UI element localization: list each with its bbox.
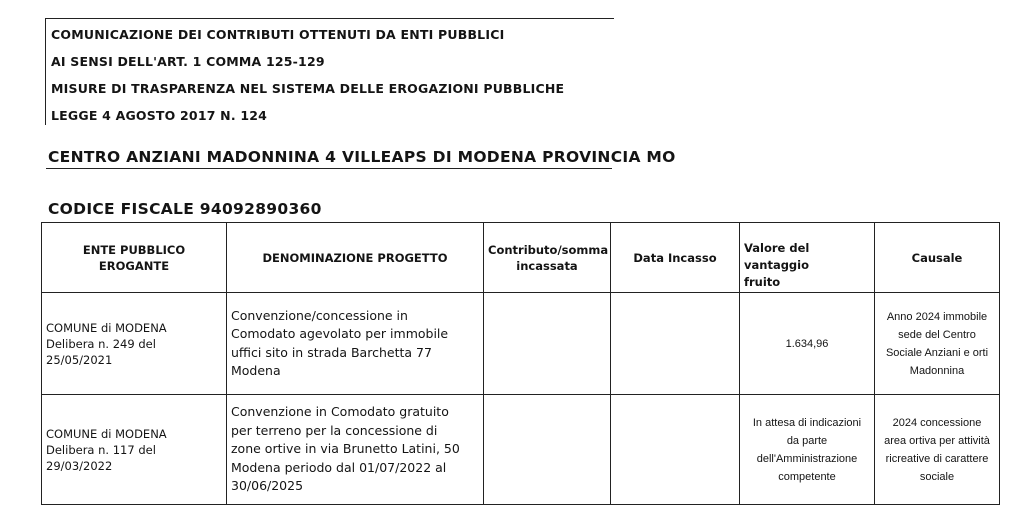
cell-valore: 1.634,96	[740, 293, 875, 395]
header-progetto: DENOMINAZIONE PROGETTO	[227, 223, 484, 293]
cell-data-incasso	[611, 395, 740, 505]
cell-contributo	[484, 395, 611, 505]
contributions-table	[41, 222, 1000, 505]
table-row	[42, 395, 1000, 505]
cell-causale: Anno 2024 immobile sede del Centro Sociale Anziani e orti Madonnina	[875, 293, 1000, 395]
header-title: COMUNICAZIONE DEI CONTRIBUTI OTTENUTI DA ENTI PUBBLICI	[51, 27, 505, 42]
codice-fiscale: CODICE FISCALE 94092890360	[48, 200, 322, 218]
table-row	[42, 293, 1000, 395]
cell-contributo	[484, 293, 611, 395]
header-law-date: LEGGE 4 AGOSTO 2017 N. 124	[51, 108, 268, 123]
cell-progetto: Convenzione in Comodato gratuito per terreno per la concessione di zone ortive in via Brunetto Latini, 50 Modena periodo dal 01/07/2022 al 30/06/2025	[227, 395, 484, 505]
cell-ente: COMUNE di MODENA Delibera n. 249 del 25/05/2021	[42, 293, 227, 395]
cell-data-incasso	[611, 293, 740, 395]
header-contributo: Contributo/somma incassata	[484, 223, 611, 293]
cell-ente: COMUNE di MODENA Delibera n. 117 del 29/03/2022	[42, 395, 227, 505]
document-header	[45, 18, 614, 125]
header-subtitle: MISURE DI TRASPARENZA NEL SISTEMA DELLE EROGAZIONI PUBBLICHE	[51, 81, 565, 96]
table-header-row	[42, 223, 1000, 293]
header-law-reference: AI SENSI DELL'ART. 1 COMMA 125-129	[51, 54, 325, 69]
header-data-incasso: Data Incasso	[611, 223, 740, 293]
header-ente: ENTE PUBBLICO EROGANTE	[42, 223, 227, 293]
cell-causale: 2024 concessione area ortiva per attività ricreative di carattere sociale	[875, 395, 1000, 505]
header-causale: Causale	[875, 223, 1000, 293]
cell-progetto: Convenzione/concessione in Comodato agevolato per immobile uffici sito in strada Barchetta 77 Modena	[227, 293, 484, 395]
entity-title: CENTRO ANZIANI MADONNINA 4 VILLEAPS DI MODENA PROVINCIA MO	[48, 148, 676, 166]
header-valore: Valore del vantaggio fruito	[740, 223, 875, 293]
entity-title-underline	[46, 168, 612, 169]
cell-valore: In attesa di indicazioni da parte dell'Amministrazione competente	[740, 395, 875, 505]
